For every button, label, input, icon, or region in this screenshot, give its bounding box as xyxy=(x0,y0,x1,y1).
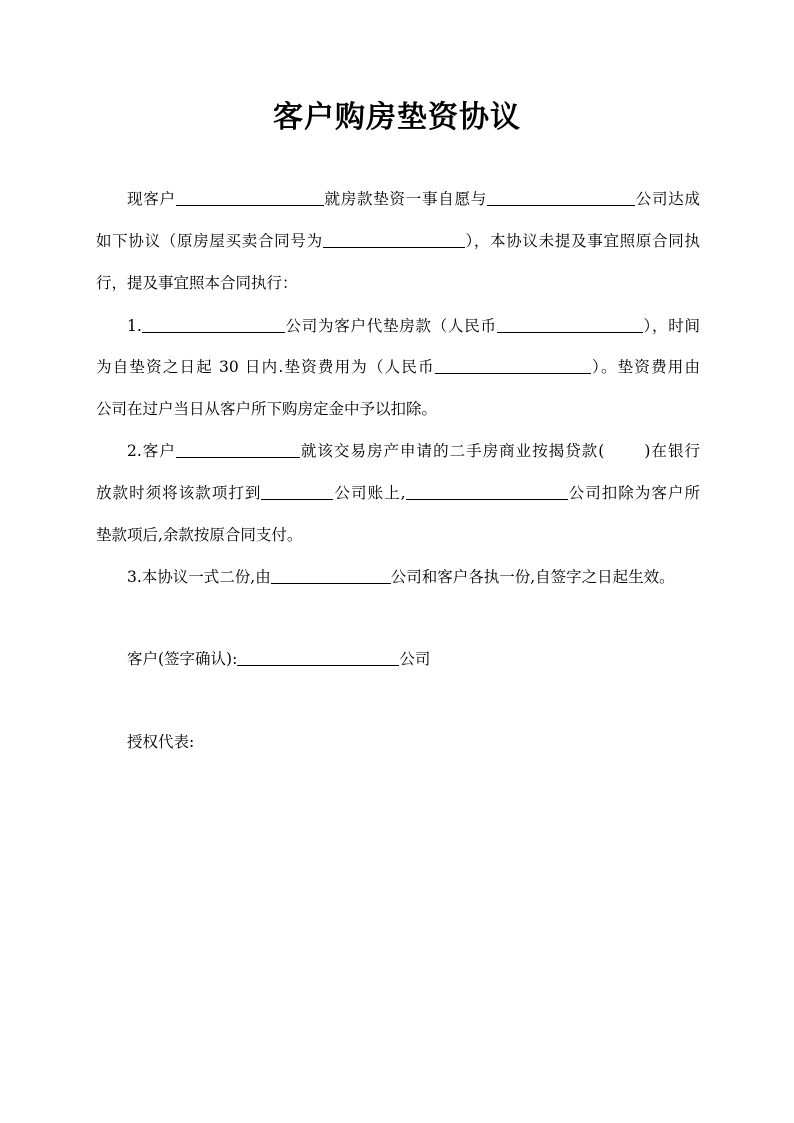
clause-text: ），时间 xyxy=(642,317,700,335)
intro-line-1 xyxy=(127,188,700,210)
clause-1-line-1 xyxy=(127,315,700,337)
clause-2-line-3: 垫款项后,余款按原合同支付。 xyxy=(96,526,303,544)
receiving-company-blank[interactable] xyxy=(261,483,333,500)
advance-amount-blank[interactable] xyxy=(497,316,643,333)
clause-text: 1. xyxy=(127,317,142,335)
document-title: 客户购房垫资协议 xyxy=(273,100,521,135)
clause-text: ）。垫资费用由 xyxy=(590,358,700,376)
intro-text: 就房款垫资一事自愿与 xyxy=(323,190,487,208)
intro-text: 现客户 xyxy=(127,190,176,208)
clause-1-line-2 xyxy=(96,356,700,378)
customer-signature-label: 客户(签字确认): xyxy=(127,650,238,668)
party-company-blank[interactable] xyxy=(271,567,391,584)
clause-2-line-1 xyxy=(127,440,700,462)
intro-line-2 xyxy=(96,230,700,252)
intro-line-3: 行，提及事宜照本合同执行： xyxy=(96,274,298,292)
clause-text: 公司扣除为客户所 xyxy=(567,484,700,502)
company-suffix: 公司 xyxy=(399,650,431,668)
clause-text: 3.本协议一式二份,由 xyxy=(127,568,271,586)
customer-signature-line xyxy=(127,648,700,670)
customer-blank[interactable] xyxy=(176,441,300,458)
clause-text: 为自垫资之日起 30 日内.垫资费用为（人民币 xyxy=(96,358,435,376)
advancing-company-blank[interactable] xyxy=(142,316,285,333)
company-name-blank[interactable] xyxy=(487,189,635,206)
intro-text: 如下协议（原房屋买卖合同号为 xyxy=(96,232,323,250)
clause-text: 就该交易房产申请的二手房商业按揭贷款( xyxy=(299,442,605,460)
contract-number-blank[interactable] xyxy=(323,231,465,248)
clause-text: )在银行 xyxy=(644,442,700,460)
clause-2-line-2 xyxy=(96,482,700,504)
intro-text: ），本协议未提及事宜照原合同执 xyxy=(464,232,700,250)
clause-1-line-3: 公司在过户当日从客户所下购房定金中予以扣除。 xyxy=(96,400,438,418)
authorized-rep-label: 授权代表: xyxy=(127,733,195,751)
clause-text: 2.客户 xyxy=(127,442,176,460)
clause-3-line xyxy=(127,566,700,588)
customer-name-blank[interactable] xyxy=(176,189,324,206)
clause-text: 公司和客户各执一份,自签字之日起生效。 xyxy=(390,568,675,586)
clause-text: 公司账上, xyxy=(333,484,406,502)
clause-text: 放款时须将该款项打到 xyxy=(96,484,262,502)
customer-signature-blank[interactable] xyxy=(237,649,399,666)
clause-text: 公司为客户代垫房款（人民币 xyxy=(284,317,497,335)
advance-fee-blank[interactable] xyxy=(435,357,591,374)
intro-text: 公司达成 xyxy=(634,190,700,208)
deducting-company-blank[interactable] xyxy=(406,483,568,500)
